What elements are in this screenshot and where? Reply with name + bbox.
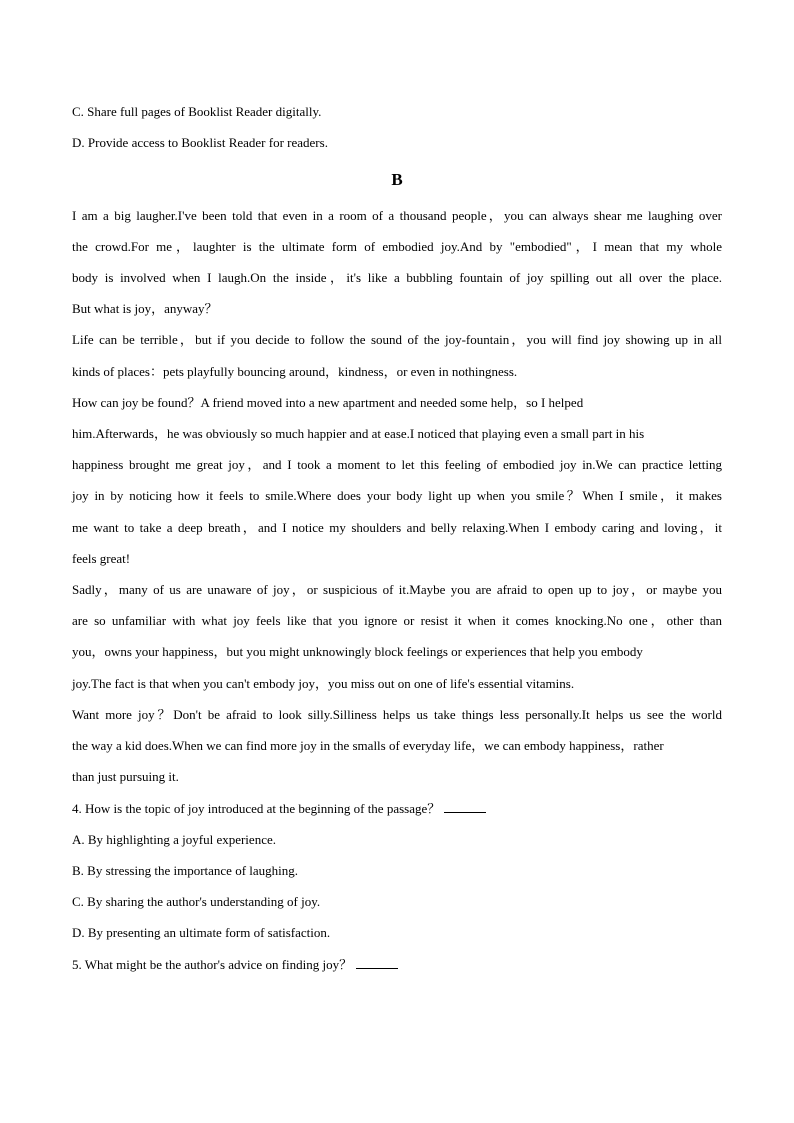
option-d-prev: D. Provide access to Booklist Reader for readers. (72, 135, 328, 150)
passage-line: Sadly，many of us are unaware of joy，or suspicious of it.Maybe you are afraid to open up to joy，or maybe you (72, 582, 722, 597)
answer-blank-5[interactable] (356, 956, 398, 969)
question-4-stem: 4. How is the topic of joy introduced at the beginning of the passage？ (72, 801, 441, 816)
answer-blank-4[interactable] (444, 800, 486, 813)
question-4-option-b: B. By stressing the importance of laughing. (72, 863, 299, 878)
passage-line: than just pursuing it. (72, 769, 179, 784)
passage-line: happiness brought me great joy，and I took a moment to let this feeling of embodied joy in.We can practice letting (72, 457, 722, 472)
passage-line: kinds of places：pets playfully bouncing around，kindness，or even in nothingness. (72, 364, 518, 379)
question-5 (72, 956, 722, 973)
question-4-option-c: C. By sharing the author's understanding of joy. (72, 894, 321, 909)
passage-line: Want more joy？Don't be afraid to look silly.Silliness helps us take things less personally.It helps us see the world (72, 707, 722, 722)
passage-line: are so unfamiliar with what joy feels like that you ignore or resist it when it comes knocking.No one，other than (72, 613, 722, 628)
passage-line: feels great! (72, 551, 131, 566)
passage-line: joy.The fact is that when you can't embody joy，you miss out on one of life's essential vitamins. (72, 676, 575, 691)
question-4 (72, 800, 722, 817)
passage-line: him.Afterwards，he was obviously so much happier and at ease.I noticed that playing even a small part in his (72, 426, 645, 441)
passage-line: me want to take a deep breath，and I notice my shoulders and belly relaxing.When I embody caring and loving，it (72, 520, 722, 535)
passage-line: the crowd.For me，laughter is the ultimate form of embodied joy.And by "embodied"，I mean that my whole (72, 239, 722, 254)
passage-line: Life can be terrible，but if you decide to follow the sound of the joy-fountain，you will find joy showing up in all (72, 332, 722, 347)
passage-line: I am a big laugher.I've been told that even in a room of a thousand people，you can always shear me laughing over (72, 208, 722, 223)
passage-line: How can joy be found？A friend moved into a new apartment and needed some help，so I helped (72, 395, 584, 410)
passage-line: you，owns your happiness，but you might unknowingly block feelings or experiences that help you embody (72, 644, 643, 659)
question-4-option-a: A. By highlighting a joyful experience. (72, 832, 276, 847)
option-c-prev: C. Share full pages of Booklist Reader digitally. (72, 104, 322, 119)
question-5-stem: 5. What might be the author's advice on finding joy？ (72, 957, 353, 972)
passage-line: But what is joy，anyway？ (72, 301, 218, 316)
passage-line: body is involved when I laugh.On the inside，it's like a bubbling fountain of joy spilling out all over the place. (72, 270, 722, 285)
passage-line: the way a kid does.When we can find more joy in the smalls of everyday life，we can embody happiness，rather (72, 738, 664, 753)
question-4-option-d: D. By presenting an ultimate form of satisfaction. (72, 925, 331, 940)
passage-line: joy in by noticing how it feels to smile.Where does your body light up when you smile？When I smile，it makes (72, 488, 722, 503)
section-heading: B (391, 170, 403, 189)
